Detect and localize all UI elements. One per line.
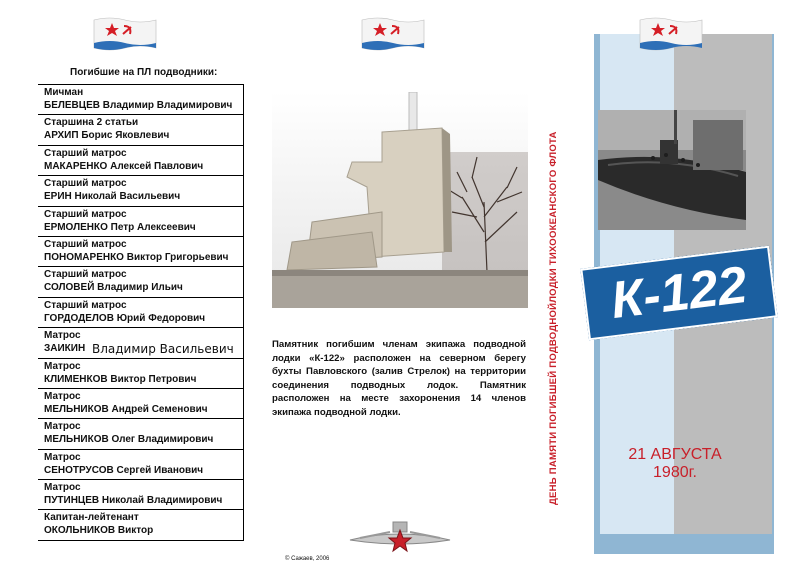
crew-name: ПОНОМАРЕНКО Виктор Григорьевич bbox=[44, 251, 229, 263]
naval-flag-icon bbox=[358, 14, 428, 54]
crew-row bbox=[38, 389, 244, 419]
crew-rank: Старший матрос bbox=[44, 238, 127, 250]
crew-name: АРХИП Борис Яковлевич bbox=[44, 130, 170, 142]
crew-rank: Матрос bbox=[44, 330, 81, 342]
crew-row bbox=[38, 510, 244, 540]
crew-name-overlay: Владимир Васильевич bbox=[92, 342, 234, 357]
crew-rank: Старший матрос bbox=[44, 147, 127, 159]
naval-flag-icon bbox=[636, 14, 706, 54]
crew-name: ЗАИКИН bbox=[44, 343, 86, 355]
monument-description: Памятник погибшим членам экипажа подводной лодки «К-122» расположен на северном берегу бухты Павловского (залив Стрелок) на территории соединения подводных лодок. Памятник расположен на месте захоронения 14 членов экипажа подводной лодки. bbox=[272, 339, 526, 418]
crew-name: ЕРМОЛЕНКО Петр Алексеевич bbox=[44, 221, 196, 233]
crew-name: МЕЛЬНИКОВ Олег Владимирович bbox=[44, 434, 214, 446]
monument-photo bbox=[272, 92, 528, 308]
crew-rank: Матрос bbox=[44, 360, 81, 372]
crew-name: ОКОЛЬНИКОВ Виктор bbox=[44, 525, 154, 537]
submarine-star-emblem bbox=[345, 518, 455, 554]
crew-row bbox=[38, 176, 244, 206]
crew-name: КЛИМЕНКОВ Виктор Петрович bbox=[44, 373, 197, 385]
crew-rank: Матрос bbox=[44, 451, 81, 463]
badge-label: К-122 bbox=[607, 255, 751, 331]
crew-row bbox=[38, 450, 244, 480]
crew-name: ПУТИНЦЕВ Николай Владимирович bbox=[44, 495, 223, 507]
crew-rank: Мичман bbox=[44, 87, 84, 98]
crew-rank: Старший матрос bbox=[44, 299, 127, 311]
crew-name: ЕРИН Николай Васильевич bbox=[44, 191, 181, 203]
crew-rank: Матрос bbox=[44, 482, 81, 494]
crew-row bbox=[38, 419, 244, 449]
crew-name: МЕЛЬНИКОВ Андрей Семенович bbox=[44, 403, 208, 415]
crew-row bbox=[38, 298, 244, 328]
crew-row bbox=[38, 267, 244, 297]
crew-name: БЕЛЕВЦЕВ Владимир Владимирович bbox=[44, 100, 233, 111]
crew-table bbox=[38, 84, 244, 541]
crew-row bbox=[38, 328, 244, 358]
naval-flag-icon bbox=[90, 14, 160, 54]
date-year: 1980г. bbox=[653, 464, 697, 481]
cover-vertical-title: ДЕНЬ ПАМЯТИ ПОГИБШЕЙ ПОДВОДНОЙЛОДКИ ТИХООКЕАНСКОГО ФЛОТА bbox=[548, 131, 559, 505]
crew-row bbox=[38, 480, 244, 510]
crew-row bbox=[38, 359, 244, 389]
crew-name: ГОРДОДЕЛОВ Юрий Федорович bbox=[44, 312, 206, 324]
submarine-photo bbox=[598, 110, 746, 230]
crew-rank: Старший матрос bbox=[44, 178, 127, 190]
crew-name: СОЛОВЕЙ Владимир Ильич bbox=[44, 282, 183, 294]
crew-rank: Матрос bbox=[44, 421, 81, 433]
crew-name: СЕНОТРУСОВ Сергей Иванович bbox=[44, 464, 204, 476]
crew-rank: Капитан-лейтенант bbox=[44, 512, 139, 524]
crew-rank: Матрос bbox=[44, 390, 81, 402]
crew-name: МАКАРЕНКО Алексей Павлович bbox=[44, 160, 204, 172]
crew-rank: Старшина 2 статьи bbox=[44, 117, 139, 129]
crew-rank: Старший матрос bbox=[44, 208, 127, 220]
crew-row bbox=[38, 146, 244, 176]
crew-row bbox=[38, 115, 244, 145]
crew-list-title: Погибшие на ПЛ подводники: bbox=[70, 67, 218, 78]
crew-rank: Старший матрос bbox=[44, 269, 127, 281]
crew-row bbox=[38, 85, 244, 115]
crew-row bbox=[38, 237, 244, 267]
crew-row bbox=[38, 207, 244, 237]
copyright-note: © Сажаев, 2006 bbox=[285, 556, 330, 562]
date-day: 21 АВГУСТА bbox=[628, 446, 722, 463]
